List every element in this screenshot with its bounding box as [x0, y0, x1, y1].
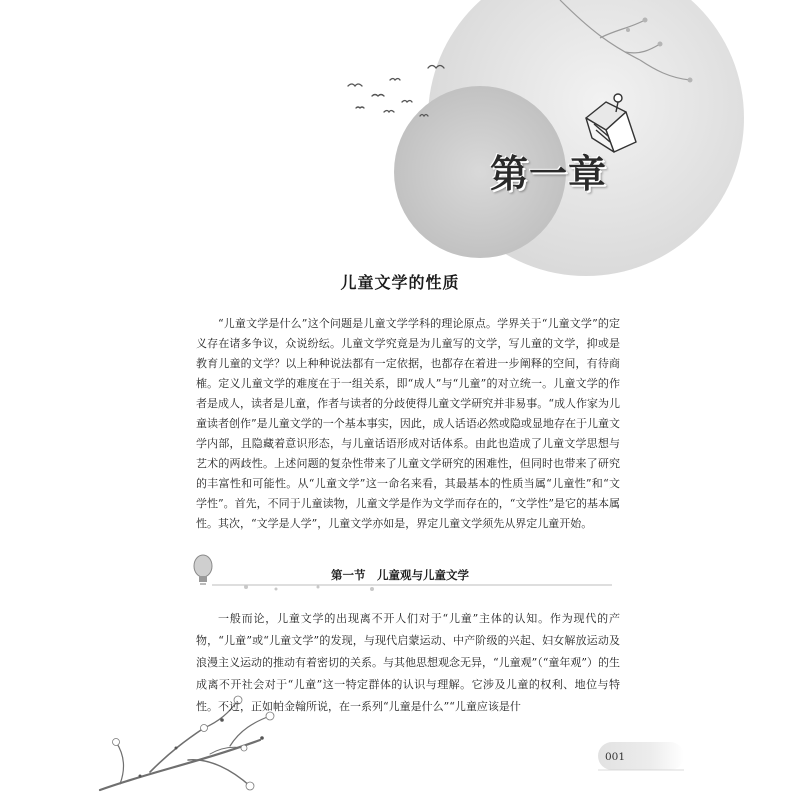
chapter-title: 第一章: [490, 152, 608, 196]
subsection-label: 第一节 儿童观与儿童文学: [331, 568, 469, 582]
section-heading: 儿童文学的性质: [340, 273, 460, 292]
intro-paragraph: [196, 314, 620, 534]
body-paragraph: [196, 608, 620, 718]
page-number: 001: [605, 751, 626, 763]
intro-text: “儿童文学是什么”这个问题是儿童文学学科的理论原点。学界关于“儿童文学”的定义存在诸多争议，众说纷纭。儿童文学究竟是为儿童写的文学，写儿童的文学，抑或是教育儿童的文学？以上种种说法都有一定依据，也都存在着进一步阐释的空间，有待商榷。定义儿童文学的难度在于一组关系，即“成人”与“儿童”的对立统一。儿童文学的作者是成人，读者是儿童，作者与读者的分歧使得儿童文学研究并非易事。“成人作家为儿童读者创作”是儿童文学的一个基本事实，因此，成人话语必然或隐或显地存在于儿童文学内部，且隐藏着意识形态，与儿童话语形成对话体系。由此也造成了儿童文学思想与艺术的两歧性。上述问题的复杂性带来了儿童文学研究的困难性，但同时也带来了研究的丰富性和可能性。从“儿童文学”这一命名来看，其最基本的性质当属“儿童性”和“文学性”。首先，不同于儿童读物，儿童文学是作为文学而存在的，“文学性”是它的基本属性。其次，“文学是人学”，儿童文学亦如是，界定儿童文学须先从界定儿童开始。: [196, 317, 620, 530]
subsection-header: [180, 564, 620, 588]
body-text: 一般而论，儿童文学的出现离不开人们对于“儿童”主体的认知。作为现代的产物，“儿童”或“儿童文学”的发现，与现代启蒙运动、中产阶级的兴起、妇女解放运动及浪漫主义运动的推动有着密切的关系。与其他思想观念无异，“儿童观”（“童年观”）的生成离不开社会对于“儿童”这一特定群体的认识与理解。它涉及儿童的权利、地位与特性。不过，正如帕金翰所说，在一系列“儿童是什么”“儿童应该是什: [196, 612, 620, 713]
